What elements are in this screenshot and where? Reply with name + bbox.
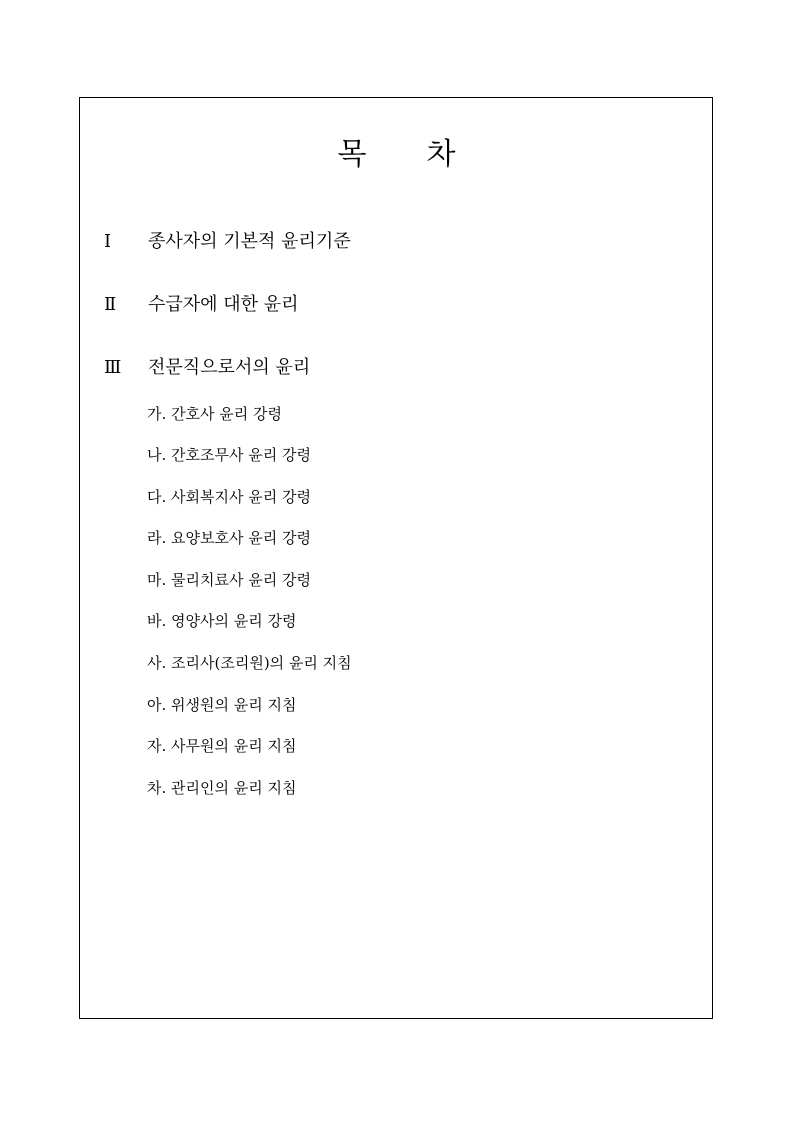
toc-section: [104, 355, 310, 381]
section-label: 전문직으로서의 윤리: [148, 357, 311, 378]
section-number: Ⅲ: [104, 357, 122, 378]
page-title-char: 차: [426, 137, 456, 172]
section-number: Ⅱ: [104, 294, 117, 315]
page-title: [0, 135, 793, 175]
toc-subsection: 사. 조리사(조리원)의 윤리 지침: [147, 654, 352, 672]
toc-section: [104, 229, 351, 255]
section-label: 수급자에 대한 윤리: [148, 294, 299, 315]
toc-subsection: 자. 사무원의 윤리 지침: [147, 737, 297, 755]
section-label: 종사자의 기본적 윤리기준: [148, 231, 351, 252]
section-number: Ⅰ: [104, 231, 112, 252]
toc-subsection: 차. 관리인의 윤리 지침: [147, 779, 297, 797]
toc-subsection: 다. 사회복지사 윤리 강령: [147, 488, 311, 506]
toc-subsection: 마. 물리치료사 윤리 강령: [147, 571, 311, 589]
toc-subsection: 아. 위생원의 윤리 지침: [147, 696, 297, 714]
toc-subsection: 나. 간호조무사 윤리 강령: [147, 446, 311, 464]
toc-subsection: 바. 영양사의 윤리 강령: [147, 612, 297, 630]
toc-subsection: 가. 간호사 윤리 강령: [147, 405, 282, 423]
toc-subsection: 라. 요양보호사 윤리 강령: [147, 529, 311, 547]
toc-section: [104, 292, 299, 318]
page-title-char: 목: [337, 137, 367, 172]
